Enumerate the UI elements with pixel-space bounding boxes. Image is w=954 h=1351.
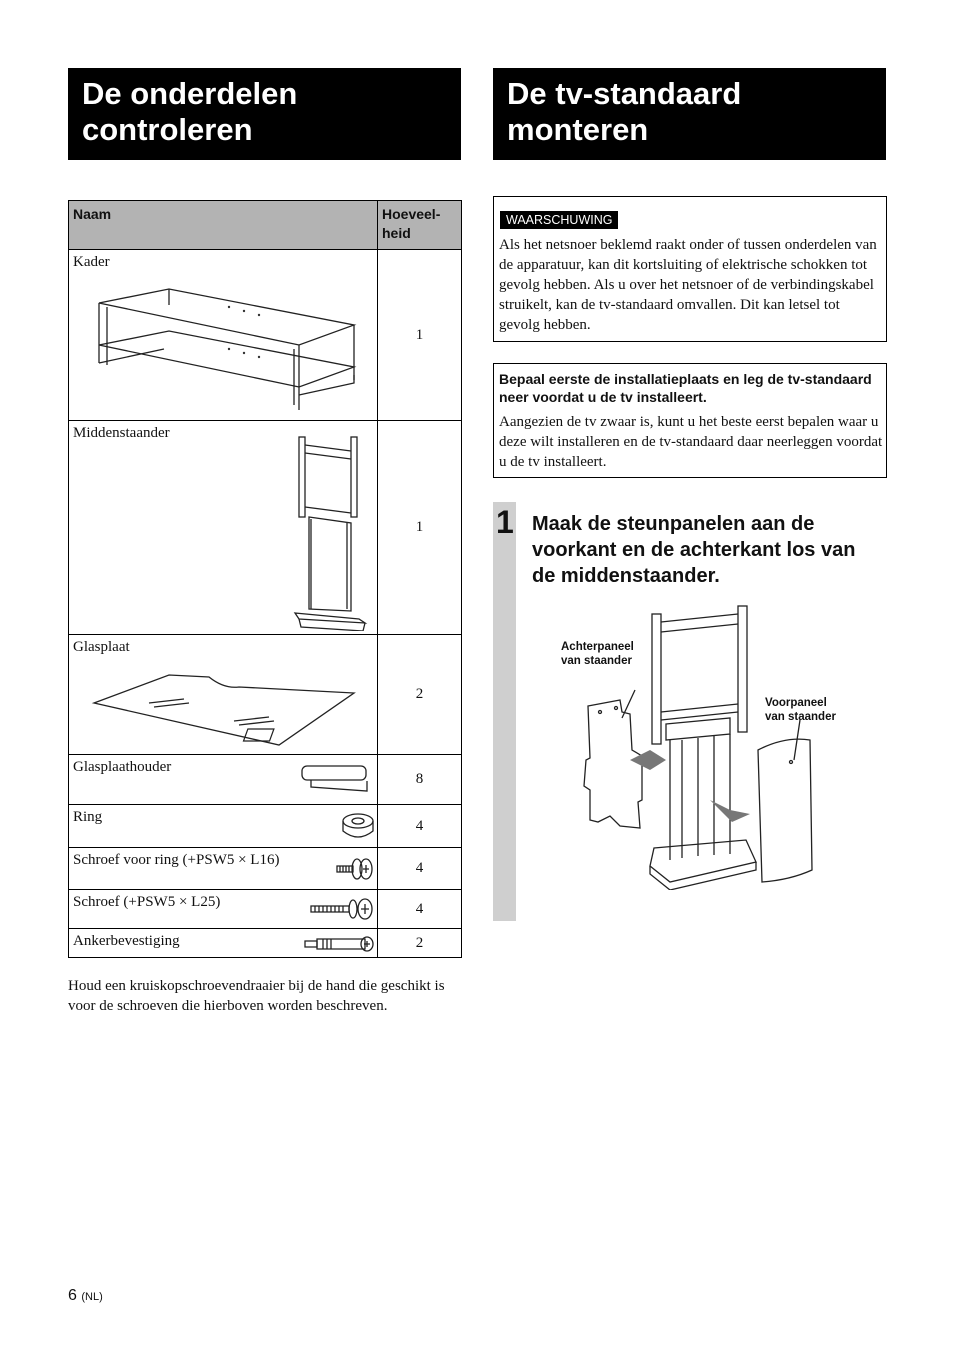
part-quantity: 2 (378, 635, 462, 755)
warning-badge: WAARSCHUWING (500, 211, 618, 229)
part-name: Kader (73, 254, 110, 270)
table-row (69, 635, 462, 755)
heading-line-1: De onderdelen (82, 76, 298, 111)
part-cell (69, 755, 378, 805)
table-row (69, 250, 462, 421)
part-quantity: 4 (378, 890, 462, 929)
part-quantity: 1 (378, 250, 462, 421)
section-heading-assemble-stand (493, 68, 886, 160)
table-row (69, 755, 462, 805)
step-title: Maak de steunpanelen aan de voorkant en de achterkant los van de middenstaander. (532, 513, 856, 587)
table-row (69, 848, 462, 890)
screw-icon (309, 897, 375, 921)
parts-table (68, 200, 462, 958)
back-panel-label: Achterpaneel van staander (561, 641, 634, 667)
tool-note: Houd een kruiskopschroevendraaier bij de hand die geschikt is voor de schroeven die hierboven worden beschreven. (68, 978, 445, 1014)
part-name: Glasplaathouder (73, 759, 172, 775)
part-quantity: 8 (378, 755, 462, 805)
part-name: Middenstaander (73, 425, 170, 441)
parts-table-header (69, 201, 462, 250)
placement-heading: Bepaal eerste de installatieplaats en leg de tv-standaard neer voordat u de tv installeert. (499, 371, 872, 405)
heading-line-2: monteren (507, 112, 649, 147)
part-cell (69, 635, 378, 755)
heading-line-1: De tv-standaard (507, 76, 742, 111)
part-cell (69, 250, 378, 421)
page-footer (68, 1287, 103, 1305)
glass-plate-illustration (89, 671, 359, 749)
ring-icon (339, 811, 377, 843)
ring-screw-icon (335, 856, 375, 882)
page-number: 6 (68, 1287, 77, 1304)
part-cell (69, 805, 378, 848)
part-name: Glasplaat (73, 639, 130, 655)
table-row (69, 929, 462, 958)
table-row (69, 805, 462, 848)
part-quantity: 2 (378, 929, 462, 958)
part-cell (69, 848, 378, 890)
part-cell (69, 890, 378, 929)
part-cell (69, 929, 378, 958)
anchor-icon (303, 934, 375, 954)
glass-holder-icon (299, 763, 375, 793)
header-quantity (378, 201, 462, 250)
front-panel-label: Voorpaneel van staander (765, 697, 836, 723)
heading-line-2: controleren (82, 112, 253, 147)
part-quantity: 1 (378, 421, 462, 635)
step-number: 1 (496, 504, 514, 540)
language-code: (NL) (81, 1291, 103, 1303)
part-cell (69, 421, 378, 635)
part-name: Schroef (+PSW5 × L25) (73, 894, 221, 910)
part-name: Schroef voor ring (+PSW5 × L16) (73, 852, 280, 868)
header-name: Naam (69, 201, 378, 250)
section-heading-check-parts (68, 68, 461, 160)
center-stand-illustration (289, 433, 374, 631)
part-name: Ring (73, 809, 103, 825)
part-quantity: 4 (378, 848, 462, 890)
table-row (69, 421, 462, 635)
table-row (69, 890, 462, 929)
header-qty-line1: Hoeveel- (382, 206, 441, 222)
warning-box (493, 196, 887, 342)
frame-illustration (89, 285, 359, 415)
warning-text: Als het netsnoer beklemd raakt onder of tussen onderdelen van de apparatuur, kan dit kortsluiting of elektrische schokken tot gevolg hebben. Als u over het netsnoer of de verbindingskabel struikelt, kan de tv-standaard omvallen. Dit kan letsel tot gevolg hebben. (499, 237, 877, 333)
part-quantity: 4 (378, 805, 462, 848)
part-name: Ankerbevestiging (73, 933, 180, 949)
placement-box (493, 363, 887, 478)
header-qty-line2: heid (382, 225, 411, 241)
step-sidebar (493, 502, 516, 921)
placement-text: Aangezien de tv zwaar is, kunt u het beste eerst bepalen waar u deze wilt installeren en de tv-standaard daar neerleggen voordat u de tv installeert. (499, 414, 883, 470)
